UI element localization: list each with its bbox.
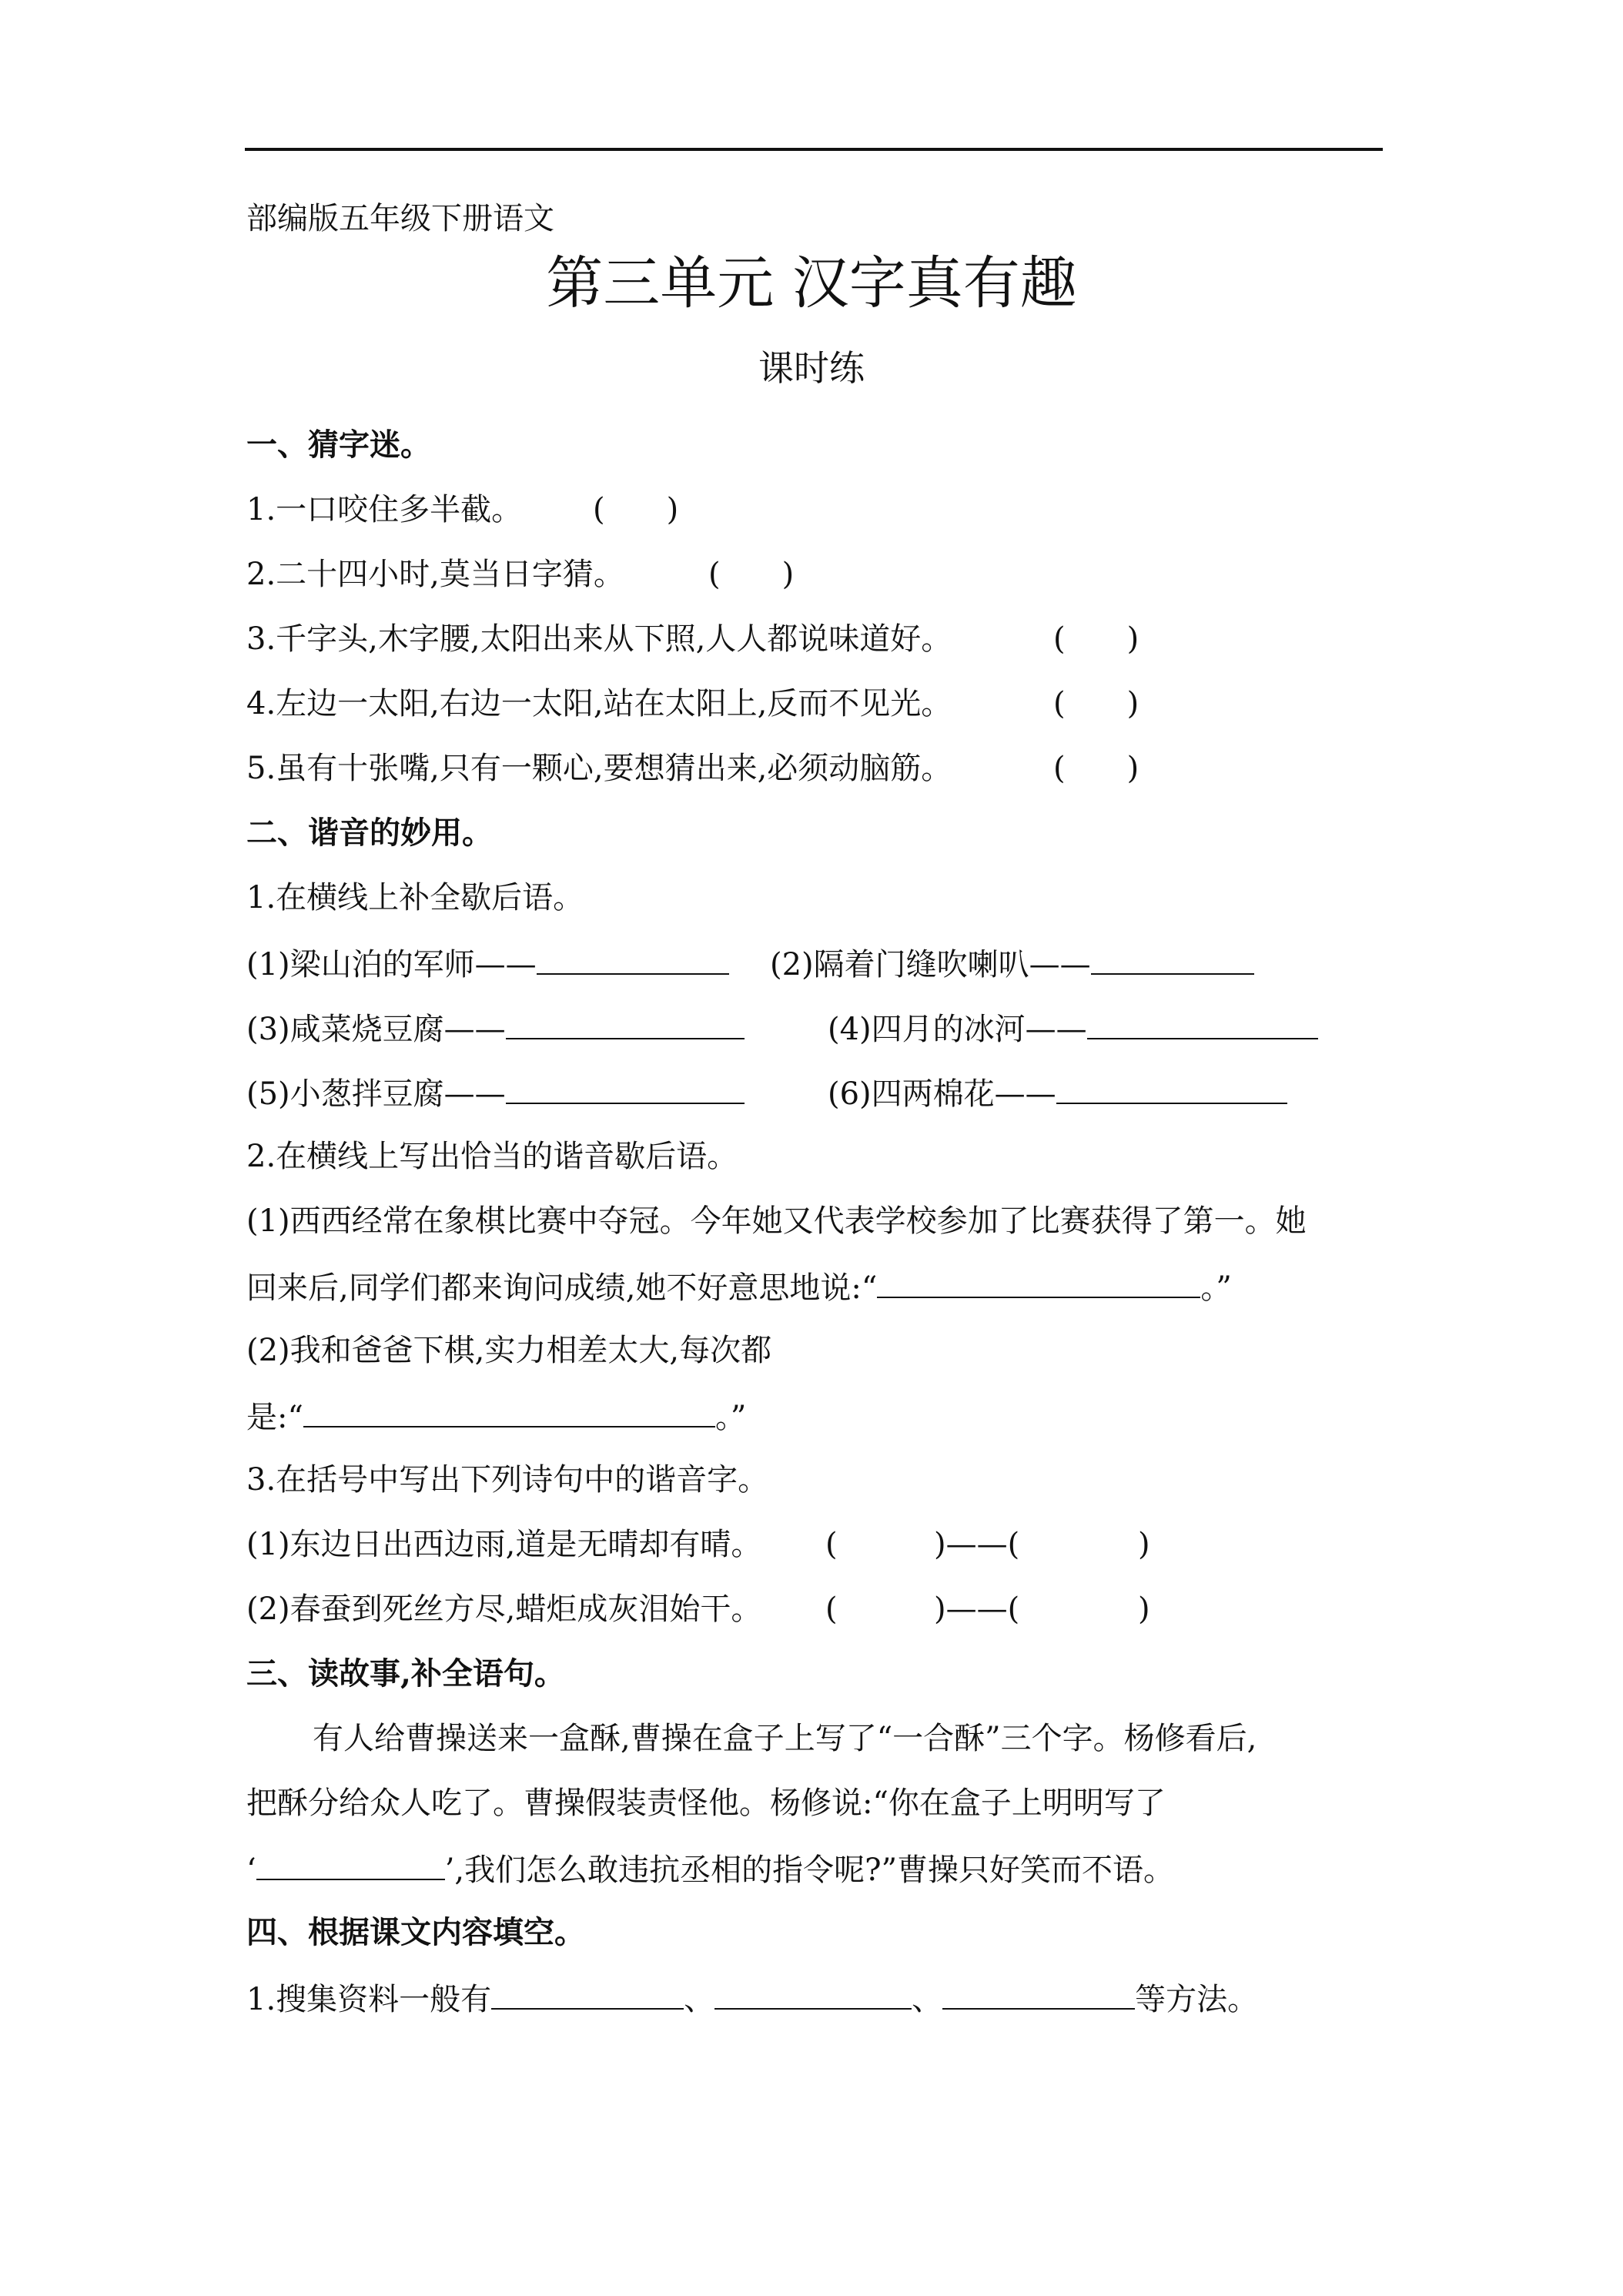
xiehouyu-row-2: [246, 1007, 1087, 1049]
story-line-2: 把酥分给众人吃了。曹操假装责怪他。杨修说:“你在盒子上明明写了: [246, 1786, 1166, 1821]
q2-item1-prefix: 回来后,同学们都来询问成绩,她不好意思地说:“: [246, 1270, 878, 1306]
top-rule: [245, 148, 1383, 151]
xiehouyu-1-text: (1)梁山泊的军师——: [246, 947, 537, 982]
poem-2-text: (2)春蚕到死丝方尽,蜡炬成灰泪始干。: [246, 1591, 762, 1627]
q2-item2-line2: [246, 1395, 746, 1438]
riddle-4: [246, 684, 1139, 724]
xiehouyu-1-blank[interactable]: [537, 942, 729, 975]
separator-1: 、: [684, 1982, 715, 2017]
q2-item1-blank[interactable]: [877, 1266, 1200, 1298]
xiehouyu-2-blank[interactable]: [1091, 942, 1254, 975]
poem-1-mid[interactable]: )——(: [934, 1527, 1020, 1562]
xiehouyu-4-blank[interactable]: [1087, 1007, 1318, 1039]
xiehouyu-row-1: [246, 942, 1091, 985]
q2-item1-line2: [246, 1266, 1232, 1308]
xiehouyu-5-text: (5)小葱拌豆腐——: [246, 1076, 506, 1112]
xiehouyu-6-text: (6)四两棉花——: [828, 1076, 1056, 1112]
riddle-2-text: 2.二十四小时,莫当日字猜。: [246, 557, 624, 592]
riddle-5: [246, 748, 1139, 788]
xiehouyu-5-blank[interactable]: [506, 1072, 745, 1104]
xiehouyu-2-text: (2)隔着门缝吹喇叭——: [770, 947, 1091, 982]
method-blank-2[interactable]: [714, 1977, 912, 2010]
poem-2-close: ): [1138, 1591, 1150, 1627]
section4-q1-prefix: 1.搜集资料一般有: [246, 1982, 492, 2017]
story-blank[interactable]: [256, 1848, 445, 1880]
section3-heading: 三、读故事,补全语句。: [246, 1655, 565, 1692]
q2-item2-blank[interactable]: [303, 1395, 715, 1427]
xiehouyu-4-text: (4)四月的冰河——: [828, 1012, 1087, 1047]
section2-q1: 1.在横线上补全歇后语。: [246, 880, 584, 915]
story-line-3-rest: ’,我们怎么敢违抗丞相的指令呢?”曹操只好笑而不语。: [444, 1853, 1175, 1888]
riddle-3: [246, 619, 1139, 659]
q2-item1-line1: (1)西西经常在象棋比赛中夺冠。今年她又代表学校参加了比赛获得了第一。她: [246, 1203, 1307, 1239]
section2-q2: 2.在横线上写出恰当的谐音歇后语。: [246, 1139, 738, 1174]
story-line-3: [246, 1848, 1174, 1890]
xiehouyu-3-blank[interactable]: [506, 1007, 745, 1039]
section4-q1-suffix: 等方法。: [1135, 1982, 1259, 2017]
q2-item2-prefix: 是:“: [246, 1400, 303, 1435]
story-quote-open: ‘: [246, 1853, 256, 1888]
riddle-4-text: 4.左边一太阳,右边一太阳,站在太阳上,反而不见光。: [246, 686, 952, 721]
page-title: 第三单元 汉字真有趣: [546, 250, 1077, 316]
section1-heading: 一、猜字迷。: [246, 427, 431, 463]
section2-q3: 3.在括号中写出下列诗句中的谐音字。: [246, 1462, 769, 1498]
poem-2-mid[interactable]: )——(: [934, 1591, 1020, 1627]
riddle-5-answer[interactable]: ( ): [1053, 751, 1139, 786]
poem-2-open: (: [825, 1591, 838, 1627]
riddle-5-text: 5.虽有十张嘴,只有一颗心,要想猜出来,必须动脑筋。: [246, 751, 952, 786]
riddle-3-answer[interactable]: ( ): [1053, 621, 1139, 657]
riddle-2: [246, 554, 795, 594]
q2-item2-line1: (2)我和爸爸下棋,实力相差太大,每次都: [246, 1333, 772, 1368]
story-line-1: 有人给曹操送来一盒酥,曹操在盒子上写了“一合酥”三个字。杨修看后,: [313, 1721, 1257, 1756]
xiehouyu-4: [828, 1007, 1318, 1049]
riddle-2-answer[interactable]: ( ): [708, 557, 795, 592]
xiehouyu-6-blank[interactable]: [1056, 1072, 1287, 1104]
xiehouyu-3-text: (3)咸菜烧豆腐——: [246, 1012, 506, 1047]
riddle-1: [246, 490, 679, 530]
q2-item2-suffix: 。”: [714, 1400, 747, 1435]
xiehouyu-row-3: [246, 1072, 1056, 1114]
section4-heading: 四、根据课文内容填空。: [246, 1914, 585, 1950]
xiehouyu-2: [770, 942, 1254, 985]
method-blank-1[interactable]: [491, 1977, 684, 2010]
poem-1-text: (1)东边日出西边雨,道是无晴却有晴。: [246, 1527, 762, 1562]
publisher-line: 部编版五年级下册语文: [246, 201, 554, 236]
poem-1-close: ): [1138, 1527, 1150, 1562]
poem-1: [246, 1525, 1150, 1565]
separator-2: 、: [912, 1982, 943, 2017]
method-blank-3[interactable]: [942, 1977, 1135, 2010]
riddle-3-text: 3.千字头,木字腰,太阳出来从下照,人人都说味道好。: [246, 621, 952, 657]
riddle-4-answer[interactable]: ( ): [1053, 686, 1139, 721]
section2-heading: 二、谐音的妙用。: [246, 815, 493, 851]
page-subtitle: 课时练: [758, 347, 865, 389]
xiehouyu-6: [828, 1072, 1287, 1114]
poem-2: [246, 1589, 1150, 1629]
riddle-1-answer[interactable]: ( ): [593, 492, 679, 527]
section4-q1: [246, 1977, 1258, 2020]
poem-1-open: (: [825, 1527, 838, 1562]
riddle-1-text: 1.一口咬住多半截。: [246, 492, 523, 527]
q2-item1-suffix: 。”: [1200, 1270, 1232, 1306]
